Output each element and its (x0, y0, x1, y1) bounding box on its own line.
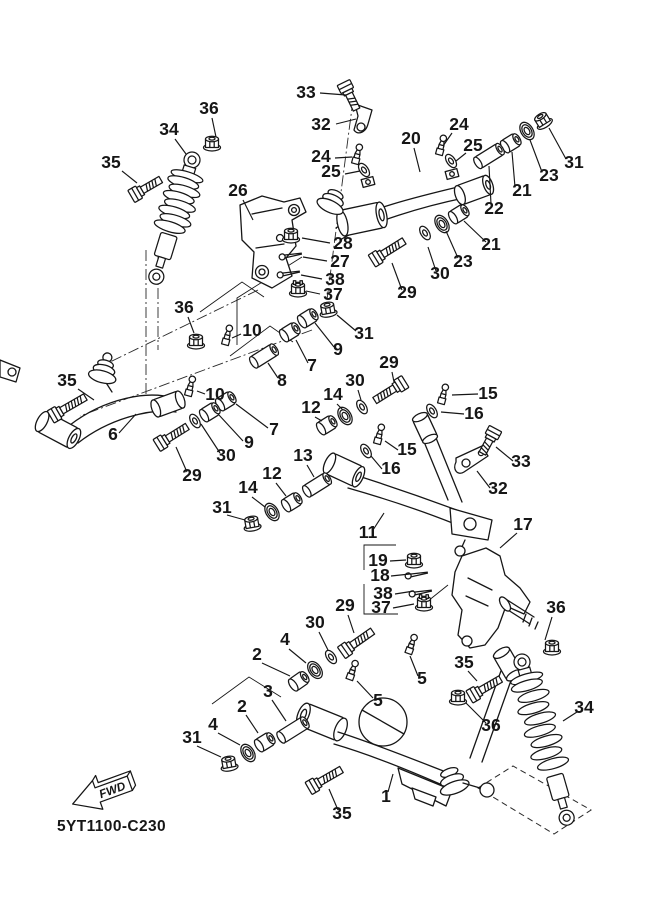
part-number-label: 22 (484, 198, 504, 218)
leader-line (232, 334, 241, 338)
part-number-label: 36 (199, 98, 219, 118)
leader-line (218, 733, 240, 745)
wheel-knuckle (452, 548, 538, 648)
part-number-label: 26 (228, 180, 248, 200)
nipple-part (374, 423, 386, 444)
part-number-label: 23 (539, 165, 559, 185)
bolt-part (128, 173, 164, 202)
leader-line (395, 591, 414, 594)
part-number-label: 29 (182, 465, 202, 485)
collar-part (301, 472, 333, 499)
part-number-label: 29 (379, 352, 399, 372)
part-number-label: 16 (464, 403, 484, 423)
part-number-label: 33 (296, 82, 316, 102)
part-number-label: 2 (237, 696, 247, 716)
lower-arm-middle (321, 411, 492, 556)
leader-line (301, 275, 322, 279)
leader-line (252, 497, 265, 507)
seal-part (262, 501, 282, 523)
part-number-label: 5 (417, 668, 427, 688)
part-number-label: 5 (373, 690, 383, 710)
bolt-part (368, 235, 408, 267)
tie-rod-fragment (0, 360, 20, 382)
part-number-label: 4 (280, 629, 290, 649)
leader-line (358, 390, 361, 400)
part-number-label: 25 (321, 161, 341, 181)
leader-line (345, 171, 360, 174)
washer-part (323, 648, 338, 665)
part-number-label: 19 (368, 550, 388, 570)
castle-part (290, 281, 307, 297)
fwd-arrow-label: FWD (97, 778, 128, 802)
washer-part (417, 224, 432, 241)
bushing-part (278, 321, 303, 344)
leader-line (197, 391, 205, 394)
part-number-label: 12 (301, 397, 321, 417)
nut-part (532, 110, 554, 132)
part-number-label: 29 (397, 282, 417, 302)
seal-part (335, 405, 355, 427)
bolt-part (153, 421, 191, 452)
nut-part (204, 136, 221, 151)
nut-part (188, 334, 205, 349)
part-number-label: 12 (262, 463, 282, 483)
part-number-label: 24 (311, 146, 331, 166)
fwd-direction-arrow (66, 764, 139, 819)
part-number-label: 25 (463, 135, 483, 155)
nipple-part (436, 134, 448, 155)
part-number-label: 4 (208, 714, 218, 734)
part-number-label: 9 (244, 432, 254, 452)
leader-line (306, 291, 320, 294)
part-number-label: 9 (333, 339, 343, 359)
leader-line (337, 315, 356, 331)
leader-line (303, 257, 327, 261)
leader-line (452, 394, 478, 395)
leader-line (289, 649, 306, 663)
part-number-label: 38 (373, 583, 393, 603)
part-number-label: 15 (478, 383, 498, 403)
upper-arm-right (315, 169, 496, 240)
part-number-label: 1 (381, 786, 391, 806)
part-number-label: 15 (397, 439, 417, 459)
bushing-part (447, 203, 472, 226)
part-number-label: 11 (358, 522, 378, 542)
nipple-part (438, 383, 450, 404)
part-number-label: 30 (430, 263, 450, 283)
bolt-part (466, 673, 504, 703)
leader-line (276, 483, 286, 496)
part-number-label: 8 (277, 370, 287, 390)
leader-line (393, 604, 414, 608)
mount-plane-outline (478, 766, 591, 834)
leader-line (545, 617, 552, 640)
leader-line (357, 681, 373, 698)
bushing-part (287, 670, 312, 693)
part-number-label: 31 (354, 323, 374, 343)
part-number-label: 27 (330, 251, 350, 271)
leader-line (385, 441, 398, 450)
leader-line (197, 746, 221, 757)
part-number-label: 16 (381, 458, 401, 478)
bolt-part (47, 391, 89, 423)
part-number-label: 31 (564, 152, 584, 172)
ball-joint-boot (87, 349, 122, 386)
part-number-label: 14 (238, 477, 258, 497)
nipple-part (346, 659, 359, 680)
leader-line (236, 404, 268, 428)
bolt-part (337, 79, 363, 112)
part-number-label: 36 (546, 597, 566, 617)
part-number-label: 37 (323, 284, 343, 304)
part-number-label: 7 (307, 355, 317, 375)
leader-line (319, 632, 328, 650)
nut-part (406, 553, 423, 568)
leader-line (390, 560, 406, 561)
bolt-part (305, 763, 345, 794)
part-number-label: 7 (269, 419, 279, 439)
part-number-label: 29 (335, 595, 355, 615)
part-number-label: 10 (205, 384, 225, 404)
leader-line (122, 171, 137, 183)
leader-line (307, 465, 314, 477)
part-number-label: 35 (101, 152, 121, 172)
washer-part (354, 398, 369, 415)
part-number-label: 31 (212, 497, 232, 517)
part-number-label: 35 (332, 803, 352, 823)
leader-line (246, 715, 258, 733)
bolt-part (371, 376, 409, 407)
nipple-part (185, 375, 197, 396)
part-number-label: 6 (108, 424, 118, 444)
nut-part (544, 640, 561, 655)
leader-line (468, 671, 477, 681)
part-number-label: 30 (305, 612, 325, 632)
part-number-label: 35 (57, 370, 77, 390)
nut-part (242, 515, 261, 533)
part-number-label: 23 (453, 251, 473, 271)
part-number-label: 30 (345, 370, 365, 390)
leader-line (392, 372, 394, 382)
part-number-label: 31 (182, 727, 202, 747)
leader-line (262, 663, 290, 676)
bushing-part (296, 307, 321, 330)
part-number-label: 32 (488, 478, 508, 498)
part-number-label: 3 (263, 681, 273, 701)
bolt-part (337, 625, 376, 658)
nipple-part (222, 324, 234, 345)
part-number-label: 13 (293, 445, 313, 465)
part-number-label: 36 (481, 715, 501, 735)
part-number-label: 32 (311, 114, 331, 134)
leader-line (441, 412, 464, 414)
nut-part (450, 690, 467, 705)
part-number-label: 36 (174, 297, 194, 317)
nipple-part (352, 143, 364, 164)
part-number-label: 30 (216, 445, 236, 465)
part-number-label: 10 (242, 320, 262, 340)
leader-line (336, 119, 356, 124)
part-number-label: 24 (449, 114, 469, 134)
leader-line (315, 323, 334, 347)
part-number-label: 38 (325, 269, 345, 289)
leader-line (335, 157, 352, 158)
leader-line (212, 118, 216, 137)
bushing-part (280, 491, 305, 514)
bushing-part (315, 414, 340, 437)
diagram-code: 5YT1100-C230 (57, 818, 167, 835)
castle-part (416, 595, 433, 611)
part-number-label: 2 (252, 644, 262, 664)
part-number-label: 14 (323, 384, 343, 404)
part-number-label: 28 (333, 233, 353, 253)
nut-part (219, 755, 238, 773)
part-number-label: 35 (454, 652, 474, 672)
part-number-label: 17 (513, 514, 533, 534)
part-number-label: 37 (371, 597, 391, 617)
leader-line (175, 139, 186, 154)
part-number-label: 18 (370, 565, 390, 585)
leader-line (391, 574, 410, 576)
leader-line (219, 415, 243, 441)
part-number-label: 21 (512, 180, 532, 200)
leader-line (302, 238, 330, 243)
part-number-label: 34 (159, 119, 179, 139)
part-number-label: 33 (511, 451, 531, 471)
bolt-part (476, 425, 502, 456)
nut-part (283, 228, 300, 243)
leader-line (272, 700, 286, 721)
collar-part (275, 715, 311, 744)
part-number-label: 34 (574, 697, 594, 717)
bushing-part (253, 731, 278, 754)
leader-line (500, 533, 517, 548)
leader-line (348, 615, 354, 633)
leader-line (315, 417, 322, 421)
nipple-part (405, 633, 418, 654)
part-number-label: 20 (401, 128, 421, 148)
shock-part (137, 147, 211, 289)
collar-part (248, 343, 280, 370)
part-number-label: 21 (481, 234, 501, 254)
leader-line (188, 317, 194, 333)
leader-line (414, 148, 420, 172)
